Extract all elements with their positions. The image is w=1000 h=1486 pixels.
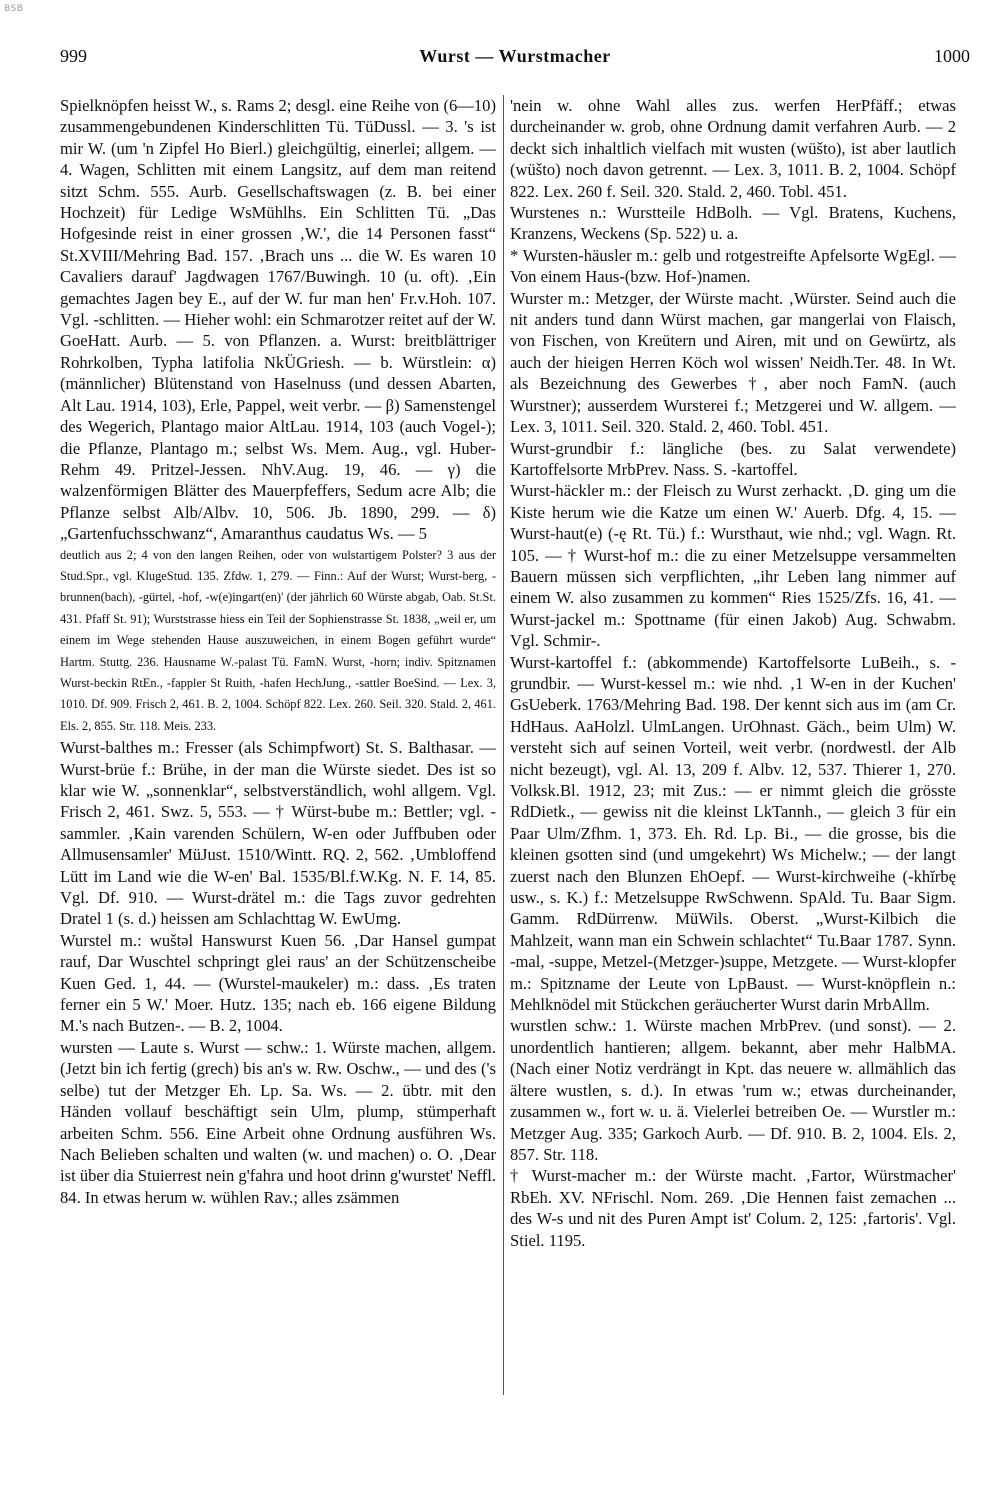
entry-paragraph: Wurstel m.: wuštəl Hanswurst Kuen 56. ‚Dar Hansel gumpat rauf, Dar Wuschtel schpringt glei raus' an der Schützenscheibe Kuen Ged. 1, 44. — (Wurstel-maukeler) m.: dass. ‚Es traten ferner ein 5 W.' Moer. Hutz. 135; nach eb. 166 eigene Bildung M.'s nach Butzen-. — B. 2, 1004. [60,930,496,1036]
library-stamp: BSB [4,4,24,14]
entry-paragraph: Wurst-kartoffel f.: (abkommende) Kartoffelsorte LuBeih., s. -grundbir. — Wurst-kessel m.: wie nhd. ‚1 W-en in der Kuchen' GsUeberk. 1763/Mehring Bad. 198. Der kennt sich aus im (am Cr. HdHaus. AaHolzl. UlmLangen. UrOhnast. Gäch., beim Ulm) W. versteht sich auf seinen Vorteil, weit verbr. (nordwestl. der Alb nicht bezeugt), vgl. Al. 13, 209 f. Albv. 12, 537. Thierer 1, 270. Volksk.Bl. 1912, 23; mit Zus.: — er nimmt gleich die grösste RdDietk., — gewiss nit die kleinst LkTannh., — gleich 3 für ein Paar Ulm/Zfhm. 1, 373. Eh. Rd. Lp. Bi., — die grosse, bis die kleinen gsotten sind (und umgekehrt) Ws Michelw.; — der langt zuerst nach den Blunzen EhOepf. — Wurst-kirchweihe (-khĭrbę usw., s. K.) f.: Metzelsuppe RwSchwenn. SpAld. Tu. Baar Sigm. Gamm. RdDürrenw. MüWils. Oberst. „Wurst-Kilbich die Mahlzeit, wann man ein Schwein schlachtet“ Tu.Baar 1787. Synn. -mal, -suppe, Metzel-(Metzger-)suppe, Metzgete. — Wurst-klopfer m.: Spitzname der Leute von LpBaust. — Wurst-knöpflein n.: Mehlknödel mit Stückchen geräucherter Wurst darin MrbAllm. [510,652,956,1015]
entry-paragraph: † Wurst-macher m.: der Würste macht. ‚Fartor, Würstmacher' RbEh. XV. NFrischl. Nom. 269. ‚Die Hennen faist zemachen ... des W-s und nit des Puren Ampt ist' Colum. 2, 125: ‚fartoris'. Vgl. Stiel. 1195. [510,1166,956,1250]
page-number-right: 1000 [934,46,970,66]
entry-paragraph: Wurstenes n.: Wurstteile HdBolh. — Vgl. Bratens, Kuchens, Kranzens, Weckens (Sp. 522) u. a. [510,203,956,244]
entry-paragraph: 'nein w. ohne Wahl alles zus. werfen HerPfäff.; etwas durcheinander w. grob, ohne Ordnung damit verfahren Aurb. — 2 deckt sich inhaltlich vielfach mit wusten (wüšto), ist aber lautlich (wüšto) noch davon getrennt. — Lex. 3, 1011. B. 2, 1004. Schöpf 822. Lex. 260 f. Seil. 320. Stald. 2, 460. Tobl. 451. [510,96,956,201]
right-column [510,95,956,1425]
entry-paragraph: wurstlen schw.: 1. Würste machen MrbPrev. (und sonst). — 2. unordentlich hantieren; allgem. bekannt, aber mehr HalbMA. (Nach einer Notiz verdrängt in Kpt. das neuere w. allmählich das ältere wustlen, s. d.). In etwas 'rum w.; etwas durcheinander, zusammen w., fort w. u. ä. Vielerlei betreiben Oe. — Wurstler m.: Metzger Aug. 335; Garkoch Aurb. — Df. 910. B. 2, 1004. Els. 2, 857. Str. 118. [510,1016,956,1164]
entry-paragraph: Spielknöpfen heisst W., s. Rams 2; desgl. eine Reihe von (6—10) zusammengebundenen Kinderschlitten Tü. TüDussl. — 3. 's ist mir W. (um 'n Zipfel Ho Bierl.) gleichgültig, einerlei; allgem. — 4. Wagen, Schlitten mit einem Langsitz, auf dem man reitend sitzt Schm. 555. Aurb. Gesellschaftswagen (z. B. bei einer Hochzeit) für Ledige WsMühlhs. Ein Schlitten Tü. „Das Hofgesinde reist in einer grossen ‚W.', die 14 Personen fasst“ St.XVIII/Mehring Bad. 157. ‚Brach uns ... die W. Es waren 10 Cavaliers darauf' Jagdwagen 1767/Buwingh. 10 (u. oft). ‚Ein gemachtes Jagen bey E., auf der W. fur man hen' Fr.v.Hoh. 107. Vgl. -schlitten. — Hieher wohl: ein Schmarotzer reitet auf der W. GoeHatt. Aurb. — 5. von Pflanzen. a. Wurst: breitblättriger Rohrkolben, Typha latifolia NkÜGriesh. — b. Würstlein: α) (männlicher) Blütenstand von Haselnuss (und dessen Abarten, Alt Lau. 1914, 103), Erle, Pappel, weit verbr. — β) Samenstengel des Wegerich, Plantago maior AltLau. 1914, 103 (auch Vogel-); die Pflanze, Plantago m.; selbst Ws. Mem. Aug., vgl. Huber-Rehm 49. Pritzel-Jessen. NhV.Aug. 19, 46. — γ) die walzenförmigen Blätter des Mauerpfeffers, Sedum acre Alb; die Pflanze selbst Alb/Albv. 10, 506. Jb. 1890, 299. — δ) „Gartenfuchsschwanz“, Amaranthus caudatus Ws. — 5 [60,96,496,544]
running-title: Wurst — Wurstmacher [419,46,611,66]
page-header [60,46,970,80]
entry-paragraph: * Wursten-häusler m.: gelb und rotgestreifte Apfelsorte WgEgl. — Von einem Haus-(bzw. Hof-)namen. [510,245,956,287]
entry-paragraph: Wurster m.: Metzger, der Würste macht. ‚Würster. Seind auch die nit anders tund dann Würst machen, gar mangerlai von Flaisch, von Fischen, von Kreütern und Airen, mit und on Gewürtz, als auch der hieigen Herren Köch wol wissen' Neidh.Ter. 48. In Wt. als Bezeichnung des Gewerbes †, aber noch FamN. (auch Wurstner); ausserdem Wursterei f.; Metzgerei und W. allgem. — Lex. 3, 1011. Seil. 320. Stald. 2, 460. Tobl. 451. [510,288,956,437]
column-divider [503,95,504,1395]
entry-paragraph: Wurst-häckler m.: der Fleisch zu Wurst zerhackt. ‚D. ging um die Kiste herum wie die Katze um einen W.' Auerb. Dfg. 4, 15. — Wurst-haut(e) (-ę Rt. Tü.) f.: Wursthaut, wie nhd.; vgl. Wagn. Rt. 105. — † Wurst-hof m.: die zu einer Metzelsuppe versammelten Bauern müssen sich verpflichten, „ihr Leben lang nimmer auf einem W. also zusammen zu kommen“ Ries 1525/Zfs. 16, 41. — Wurst-jackel m.: Spottname (für einen Jakob) Aug. Schwabm. Vgl. Schmir-. [510,481,956,651]
entry-paragraph: Wurst-balthes m.: Fresser (als Schimpfwort) St. S. Balthasar. — Wurst-brüe f.: Brühe, in der man die Würste siedet. Des ist so klar wie W. „sonnenklar“, selbstverständlich, wohl allgem. Vgl. Frisch 2, 461. Swz. 5, 553. — † Würst-bube m.: Bettler; vgl. -sammler. ‚Kain varenden Schülern, W-en oder Juffbuben oder Allmusensamler' MüJust. 1510/Wintt. RQ. 2, 562. ‚Umbloffend Lütt im Land wie die W-en' Bal. 1535/Bl.f.W.Kg. N. F. 14, 85. Vgl. Df. 910. — Wurst-drätel m.: die Tags zuvor gedrehten Dratel 1 (s. d.) heissen am Schlachttag W. EwUmg. [60,738,496,929]
entry-paragraph: wursten — Laute s. Wurst — schw.: 1. Würste machen, allgem. (Jetzt bin ich fertig (grech) bis an's w. Rw. Oschw., — und des ('s selbe) tut der Metzger Eh. Lp. Sa. Ws. — 2. übtr. mit den Händen vollauf beschäftigt sein Ulm, plump, stümperhaft arbeiten Schm. 556. Eine Arbeit ohne Ordnung ausführen Ws. Nach Belieben schalten und walten (w. und machen) o. O. ‚Dear ist über dia Stuierrest nein g'fahra und hoot drinn g'wurstet' Neffl. 84. In etwas herum w. wühlen Rav.; alles zsämmen [60,1037,496,1207]
entry-notes: deutlich aus 2; 4 von den langen Reihen, oder von wulstartigem Polster? 3 aus der Stud.Spr., vgl. KlugeStud. 135. Zfdw. 1, 279. — Finn.: Auf der Wurst; Wurst-berg, -brunnen(bach), -gürtel, -hof, -w(e)ingart(en)' (der jährlich 60 Würste abgab, Oab. St.St. 431. Pfaff St. 91); Wurststrasse hiess ein Teil der Sophienstrasse St. 1838, „weil er, um einem im Wege stehenden Hause auszuweichen, in einem Bogen geführt wurde“ Hartm. Stuttg. 236. Hausname W.-palast Tü. FamN. Wurst, -horn; indiv. Spitznamen Wurst-beckin RtEn., -fappler St Ruith, -hafen HechJung., -sattler BoeSind. — Lex. 3, 1010. Df. 909. Frisch 2, 461. B. 2, 1004. Schöpf 822. Lex. 260. Seil. 320. Stald. 2, 461. Els. 2, 855. Str. 118. Meis. 233. [60,547,496,733]
page-number-left: 999 [60,46,87,66]
left-column [60,95,496,1425]
dictionary-columns [60,95,960,1425]
entry-paragraph: Wurst-grundbir f.: längliche (bes. zu Salat verwendete) Kartoffelsorte MrbPrev. Nass. S. -kartoffel. [510,438,956,479]
